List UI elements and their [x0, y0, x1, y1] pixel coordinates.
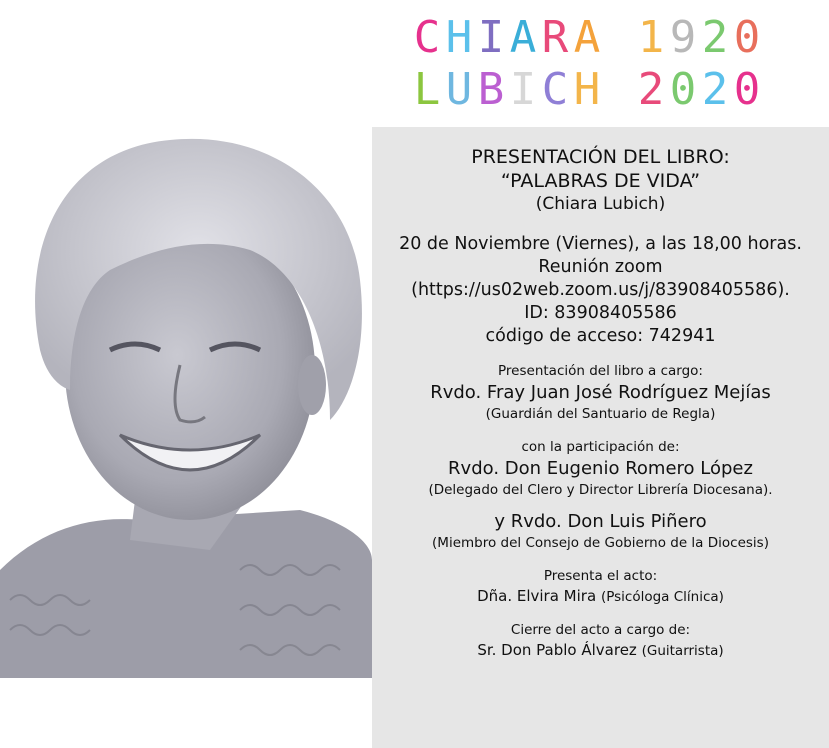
meeting-id: ID: 83908405586 — [524, 303, 677, 323]
logo-line2-char-4: C — [541, 64, 569, 115]
logo-line1-char-4: R — [541, 12, 569, 63]
presenter-name: Rvdo. Fray Juan José Rodríguez Mejías — [430, 382, 771, 403]
logo-line1-char-5: A — [573, 12, 601, 63]
participant-1-role: (Delegado del Clero y Director Librería Diocesana). — [428, 482, 773, 498]
meeting-type: Reunión zoom — [538, 257, 663, 277]
logo-line1-char-2: I — [477, 12, 505, 63]
participant-2-role: (Miembro del Consejo de Gobierno de la Diocesis) — [432, 535, 769, 551]
chiara-lubich-portrait-photo — [0, 100, 372, 678]
logo-line2-char-6 — [604, 64, 634, 116]
logo-line1-char-7: 1 — [637, 12, 665, 63]
closing-name: Sr. Don Pablo Álvarez — [477, 641, 637, 659]
zoom-link[interactable]: (https://us02web.zoom.us/j/83908405586). — [411, 280, 790, 300]
participation-label: con la participación de: — [521, 439, 680, 455]
presentation-label: Presentación del libro a cargo: — [498, 363, 703, 379]
host-name: Dña. Elvira Mira — [477, 587, 597, 605]
logo-line2-char-9: 2 — [701, 64, 729, 115]
presenter-role: (Guardián del Santuario de Regla) — [485, 406, 716, 422]
centenary-logo — [412, 0, 792, 118]
book-title: “PALABRAS DE VIDA” — [500, 170, 701, 192]
logo-line1-char-1: H — [445, 12, 473, 63]
logo-line2-char-10: 0 — [733, 64, 761, 115]
host-line — [372, 586, 829, 607]
participant-1-name: Rvdo. Don Eugenio Romero López — [448, 458, 753, 479]
logo-line1-char-10: 0 — [733, 12, 761, 63]
logo-line2-char-3: I — [509, 64, 537, 115]
host-label: Presenta el acto: — [543, 568, 658, 584]
logo-line1-char-8: 9 — [669, 12, 697, 63]
logo-line2-char-2: B — [477, 64, 505, 115]
logo-line2-char-5: H — [573, 64, 601, 115]
event-date: 20 de Noviembre (Viernes), a las 18,00 horas. — [399, 234, 802, 254]
logo-line2-char-7: 2 — [637, 64, 665, 115]
book-title-label: PRESENTACIÓN DEL LIBRO: — [471, 146, 730, 168]
closing-line — [372, 640, 829, 661]
logo-line1-char-9: 2 — [701, 12, 729, 63]
logo-line2-char-8: 0 — [669, 64, 697, 115]
closing-label: Cierre del acto a cargo de: — [510, 622, 691, 638]
access-code: código de acceso: 742941 — [485, 326, 716, 346]
host-role: (Psicóloga Clínica) — [600, 589, 724, 605]
logo-line2-char-1: U — [445, 64, 473, 115]
logo-line2-char-0: L — [413, 64, 441, 115]
closing-role: (Guitarrista) — [641, 643, 724, 659]
participant-2-name: y Rvdo. Don Luis Piñero — [494, 511, 707, 532]
logo-line-lubich-2020 — [412, 64, 764, 116]
logo-line1-char-3: A — [509, 12, 537, 63]
logo-line1-char-6 — [604, 12, 634, 64]
event-info-panel — [372, 127, 829, 748]
logo-line-chiara-1920 — [412, 12, 764, 64]
logo-line1-char-0: C — [413, 12, 441, 63]
book-author: (Chiara Lubich) — [535, 194, 666, 214]
